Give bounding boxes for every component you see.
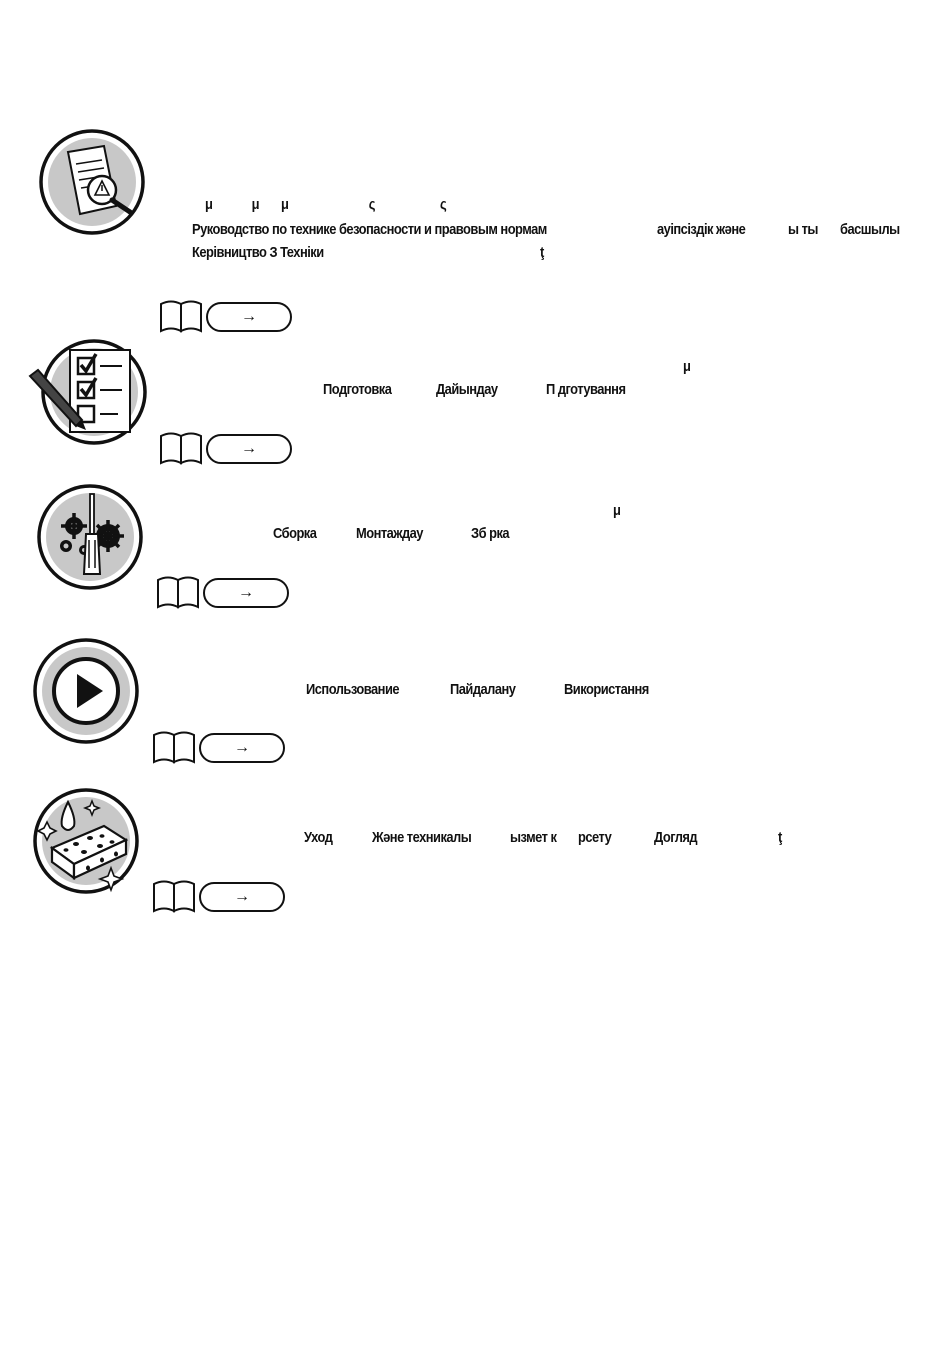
page-reference-button[interactable]: [203, 578, 289, 608]
arrow-right-icon: →: [241, 308, 257, 325]
use-label-kk: Пайдалану: [450, 681, 516, 698]
book-icon: [158, 298, 204, 334]
safety-title-uk: Керівництво З Техніки: [192, 244, 324, 261]
care-label-kk-3: рсету: [578, 829, 612, 846]
page-reference-button[interactable]: [199, 882, 285, 912]
safety-title-kk-2: ы ты: [788, 221, 818, 238]
assembly-label-ru: Сборка: [273, 525, 317, 542]
safety-title-extra: ţ: [540, 244, 544, 261]
play-icon: [33, 638, 139, 744]
use-label-ru: Использование: [306, 681, 400, 698]
arrow-right-icon: →: [241, 440, 257, 457]
sponge-droplet-icon: [32, 788, 140, 898]
prepare-label-ru: Подготовка: [323, 381, 392, 398]
book-icon: [151, 878, 197, 914]
care-label-ru: Уход: [304, 829, 333, 846]
gears-screwdriver-icon: [36, 484, 144, 590]
page-reference-button[interactable]: [206, 302, 292, 332]
safety-title-kk: ауіпсіздік және: [657, 221, 746, 238]
book-icon: [155, 574, 201, 610]
care-label-kk-2: ызмет к: [510, 829, 557, 846]
assembly-symbol: μ: [613, 502, 621, 519]
arrow-right-icon: →: [234, 888, 250, 905]
document-warning-icon: [38, 128, 148, 236]
prepare-label-kk: Дайындау: [436, 381, 498, 398]
prepare-symbol: μ: [683, 358, 691, 375]
safety-title-kk-3: басшылы: [840, 221, 900, 238]
book-icon: [158, 430, 204, 466]
arrow-right-icon: →: [238, 584, 254, 601]
assembly-label-uk: Зб рка: [471, 525, 510, 542]
page-reference-button[interactable]: [206, 434, 292, 464]
care-label-kk: Және техникалы: [372, 829, 472, 846]
arrow-right-icon: →: [234, 739, 250, 756]
prepare-label-uk: П дготування: [546, 381, 626, 398]
safety-symbols: μ μ μ ς ς: [205, 196, 447, 213]
care-label-uk: Догляд: [654, 829, 698, 846]
care-label-extra: ţ: [778, 829, 782, 846]
book-icon: [151, 729, 197, 765]
checklist-pen-icon: [24, 338, 149, 446]
page-reference-button[interactable]: [199, 733, 285, 763]
use-label-uk: Використання: [564, 681, 649, 698]
safety-title-ru: Руководство по технике безопасности и правовым нормам: [192, 221, 547, 238]
assembly-label-kk: Монтаждау: [356, 525, 423, 542]
